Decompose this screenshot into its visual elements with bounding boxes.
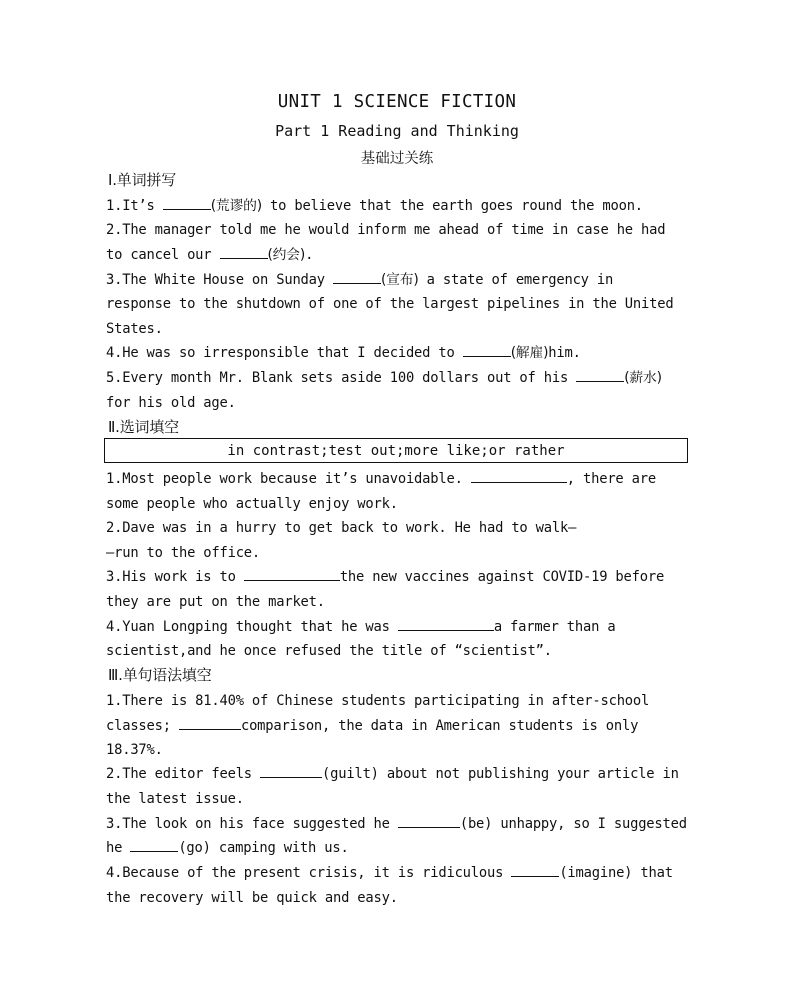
sec1-question-4 <box>106 343 706 363</box>
sec3-question-3-line-2 <box>106 838 706 858</box>
answer-blank[interactable] <box>220 246 268 259</box>
sec1-question-1 <box>106 196 706 216</box>
text: about not publishing your article in <box>378 766 679 782</box>
word-bank-box: in contrast;test out;more like;or rather <box>104 438 688 463</box>
answer-blank[interactable] <box>471 470 567 483</box>
part-subtitle: Part 1 Reading and Thinking <box>275 122 519 140</box>
text: 4.Because of the present crisis, it is ridiculous <box>106 865 512 881</box>
sec1-question-3-line-2: response to the shutdown of one of the largest pipelines in the United <box>106 296 674 312</box>
sec2-question-2-line-2: —run to the office. <box>106 545 261 561</box>
sec2-question-1-line-1 <box>106 469 706 489</box>
text: classes; <box>106 718 179 734</box>
text: a farmer than a <box>493 619 616 635</box>
answer-blank[interactable] <box>163 197 211 210</box>
answer-blank[interactable] <box>511 864 559 877</box>
text: him. <box>548 345 581 361</box>
hint: (解雇) <box>510 345 549 361</box>
hint: (约会) <box>267 247 306 263</box>
text: 1.It’s <box>106 198 163 214</box>
sec3-question-4-line-2: the recovery will be quick and easy. <box>106 890 398 906</box>
text: 1.Most people work because it’s unavoidable. <box>106 471 471 487</box>
text: 3.The White House on Sunday <box>106 272 333 288</box>
text: 4.He was so irresponsible that I decided to <box>106 345 463 361</box>
sec2-question-1-line-2: some people who actually enjoy work. <box>106 496 398 512</box>
sec1-question-2-line-1: 2.The manager told me he would inform me ahead of time in case he had <box>106 222 666 238</box>
sec3-question-1-line-2 <box>106 716 706 736</box>
text: unhappy, so I suggested <box>492 816 687 832</box>
text: 3.His work is to <box>106 569 244 585</box>
sec1-question-3-line-3: States. <box>106 321 163 337</box>
section-3-heading: Ⅲ.单句语法填空 <box>108 666 212 684</box>
section-2-heading: Ⅱ.选词填空 <box>108 418 179 436</box>
sec1-question-2-line-2 <box>106 245 706 265</box>
text: camping with us. <box>210 840 349 856</box>
sec1-question-5-line-2: for his old age. <box>106 395 236 411</box>
text: to cancel our <box>106 247 220 263</box>
hint: (imagine) <box>559 865 633 881</box>
sec3-question-1-line-1: 1.There is 81.40% of Chinese students participating in after-school <box>106 693 650 709</box>
text: the new vaccines against COVID-19 before <box>339 569 665 585</box>
text: comparison, the data in American students is only <box>240 718 639 734</box>
text: that <box>632 865 673 881</box>
hint: (宣布) <box>380 272 419 288</box>
answer-blank[interactable] <box>179 717 241 730</box>
text: he <box>106 840 131 856</box>
sec2-question-3-line-2: they are put on the market. <box>106 594 325 610</box>
sec3-question-3-line-1 <box>106 814 706 834</box>
answer-blank[interactable] <box>244 568 340 581</box>
answer-blank[interactable] <box>398 815 460 828</box>
answer-blank[interactable] <box>130 839 178 852</box>
section-1-heading: Ⅰ.单词拼写 <box>108 171 176 189</box>
text: a state of emergency in <box>418 272 614 288</box>
answer-blank[interactable] <box>576 369 624 382</box>
answer-blank[interactable] <box>398 618 494 631</box>
exercise-type-subtitle: 基础过关练 <box>360 151 434 167</box>
sec3-question-4-line-1 <box>106 863 706 883</box>
sec2-question-4-line-1 <box>106 617 706 637</box>
sec2-question-2-line-1: 2.Dave was in a hurry to get back to work. He had to walk— <box>106 520 577 536</box>
hint: (荒谬的) <box>210 198 262 214</box>
hint: (guilt) <box>322 766 379 782</box>
hint: (be) <box>459 816 493 832</box>
answer-blank[interactable] <box>333 271 381 284</box>
sec3-question-1-line-3: 18.37%. <box>106 742 163 758</box>
hint: (薪水) <box>624 370 662 386</box>
sec2-question-3-line-1 <box>106 567 706 587</box>
answer-blank[interactable] <box>260 765 322 778</box>
text: . <box>305 247 314 263</box>
hint: (go) <box>178 840 211 856</box>
sec1-question-5-line-1 <box>106 368 706 388</box>
sec3-question-2-line-2: the latest issue. <box>106 791 244 807</box>
text: 5.Every month Mr. Blank sets aside 100 dollars out of his <box>106 370 577 386</box>
sec2-question-4-line-2: scientist,and he once refused the title of “scientist”. <box>106 643 552 659</box>
answer-blank[interactable] <box>463 344 511 357</box>
text: to believe that the earth goes round the moon. <box>261 198 643 214</box>
text: 2.The editor feels <box>106 766 261 782</box>
text: , there are <box>566 471 656 487</box>
text: 3.The look on his face suggested he <box>106 816 398 832</box>
unit-title: UNIT 1 SCIENCE FICTION <box>277 92 517 112</box>
text: 4.Yuan Longping thought that he was <box>106 619 398 635</box>
sec1-question-3-line-1 <box>106 270 706 290</box>
sec3-question-2-line-1 <box>106 764 706 784</box>
